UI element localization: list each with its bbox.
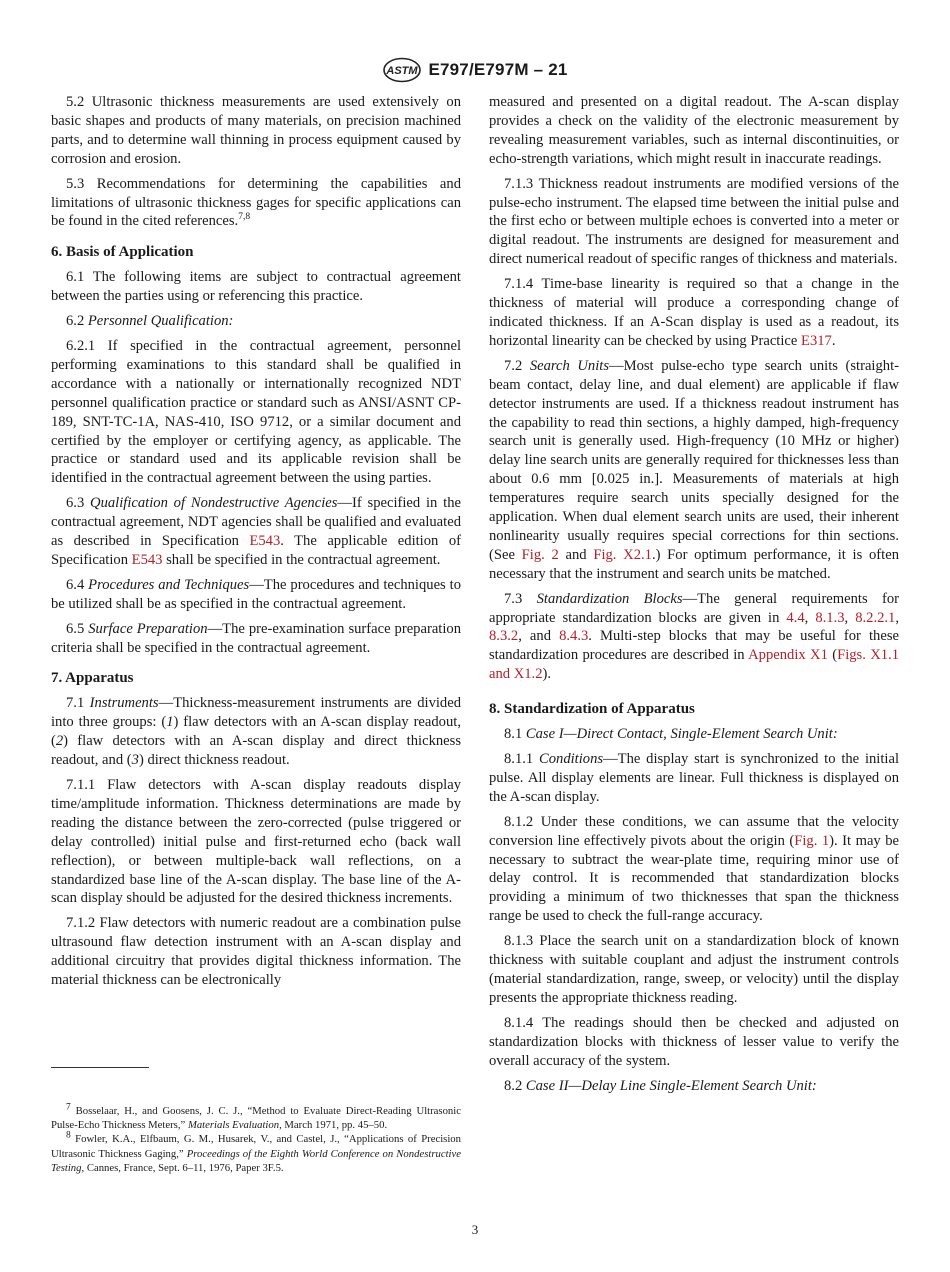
para-8-1-1: 8.1.1 Conditions—The display start is synchronized to the initial pulse. All display elements are linear. Full thickness is displayed on the A-scan display. bbox=[489, 751, 900, 805]
para-6-2-1: 6.2.1 If specified in the contractual agreement, personnel performing examinations to this standard shall be qualified in accordance with a nationally or internationally recognized NDT personnel qualification practice or standard such as ANSI/ASNT CP-189, SNT-TC-1A, NAS-410, ISO 9712, or a similar document and certified by the employer or certifying agency, as applicable. The practice or standard used and its applicable revision shall be identified in the contractual agreement between the using parties. bbox=[51, 337, 461, 487]
para-7-1-1: 7.1.1 Flaw detectors with A-scan display readouts display time/amplitude information. Thickness determinations are made by reading the distance between the zero-corrected (pulse triggered or delay controlled) initial pulse and first-returned echo (back wall reflection), or between multiple-back wall reflections, on a standardized base line of the A-scan display. The base line of the A-scan display should be adjusted for the desired thickness increments. bbox=[51, 777, 461, 907]
link-fig-2[interactable]: Fig. 2 bbox=[521, 546, 559, 563]
para-6-3: 6.3 Qualification of Nondestructive Agencies—If specified in the contractual agreement, NDT agencies shall be qualified and evaluated as described in Specification E543. The applicable edition of Specification E543 shall be specified in the contractual agreement. bbox=[51, 495, 461, 568]
link-e317[interactable]: E317 bbox=[801, 332, 832, 349]
page-header bbox=[0, 56, 950, 84]
para-7-3: 7.3 Standardization Blocks—The general requirements for appropriate standardization blocks are given in 4.4, 8.1.3, 8.2.2.1, 8.3.2, and 8.4.3. Multi-step blocks that may be useful for these standardization procedures are described in Appendix X1 (Figs. X1.1 and X1.2). bbox=[489, 590, 899, 683]
para-7-1-4: 7.1.4 Time-base linearity is required so that a change in the thickness of material will produce a corresponding change of indicated thickness. If an A-Scan display is used as a readout, its horizontal linearity can be checked by using Practice E317. bbox=[489, 276, 899, 349]
link-fig-x2-1[interactable]: Fig. X2.1 bbox=[593, 546, 652, 563]
para-8-1-4: 8.1.4 The readings should then be checked and adjusted on standardization blocks with thickness of lesser value to verify the overall accuracy of the system. bbox=[489, 1014, 899, 1069]
para-6-1: 6.1 The following items are subject to contractual agreement between the parties using or referencing this practice. bbox=[51, 269, 461, 305]
para-5-3: 5.3 Recommendations for determining the capabilities and limitations of ultrasonic thickness gages for specific applications can be found in the cited references.$^{7,8}$ bbox=[51, 175, 461, 230]
logo-text: ASTM bbox=[386, 65, 419, 77]
para-7-1-2-continued: measured and presented on a digital readout. The A-scan display provides a check on the validity of the electronic measurement by revealing measurement variables, such as internal discontinuities, or echo-strength variations, which might result in inaccurate readings. bbox=[489, 94, 899, 167]
section-8-heading: 8. Standardization of Apparatus bbox=[489, 701, 695, 718]
link-figs-x1[interactable]: Figs. X1.1 and X1.2 bbox=[489, 647, 899, 683]
link-8-3-2[interactable]: 8.3.2 bbox=[489, 628, 519, 645]
footnote-ref: 7,8 bbox=[238, 212, 251, 223]
section-7-heading: 7. Apparatus bbox=[51, 670, 134, 687]
para-8-1-3: 8.1.3 Place the search unit on a standardization block of known thickness with suitable couplant and adjust the instrument controls (material standardization, range, sweep, or velocity) until the display presents the appropriate thickness reading. bbox=[489, 933, 899, 1006]
para-6-4: 6.4 Procedures and Techniques—The procedures and techniques to be utilized shall be as specified in the contractual agreement. bbox=[51, 576, 461, 612]
para-7-1: 7.1 Instruments—Thickness-measurement instruments are divided into three groups: (1) flaw detectors with an A-scan display readout, (2) flaw detectors with an A-scan display and direct thickness readout, and (3) direct thickness readout. bbox=[51, 695, 461, 769]
link-8-2-2-1[interactable]: 8.2.2.1 bbox=[855, 609, 896, 626]
footnote-8: $^8$ Fowler, K.A., Elfbaum, G. M., Husarek, V., and Castel, J., “Applications of Precision Ultrasonic Thickness Gaging,” Proceedings of the Eighth World Conference on Nondestructive Testing, Cannes, France, Sept. 6–11, 1976, Paper 3F.5. bbox=[51, 1130, 461, 1174]
link-8-1-3[interactable]: 8.1.3 bbox=[815, 609, 845, 626]
para-8-2: 8.2 Case II—Delay Line Single-Element Search Unit: bbox=[504, 1077, 817, 1094]
footnote-7: $^7$ Bosselaar, H., and Goosens, J. C. J., “Method to Evaluate Direct-Reading Ultrasonic Pulse-Echo Thickness Meters,” Materials Evaluation, March 1971, pp. 45–50. bbox=[51, 1102, 461, 1132]
link-fig-1[interactable]: Fig. 1 bbox=[794, 832, 830, 849]
para-7-2: 7.2 Search Units—Most pulse-echo type search units (straight-beam contact, delay line, and dual element) are applicable if flaw detector instruments are used. If a thickness readout instrument has the capability to read thin sections, a highly damped, high-frequency search unit is generally used. High-frequency (10 MHz or higher) delay line search units are generally required for thicknesses less than about 0.6 mm [0.025 in.]. Measurements of materials at high temperatures require search units specially designed for the application. When dual element search units are used, their inherent nonlinearity usually requires special corrections for thin sections. (See Fig. 2 and Fig. X2.1.) For optimum performance, it is often necessary that the instrument and search units be matched. bbox=[489, 357, 899, 582]
section-6-heading: 6. Basis of Application bbox=[51, 244, 194, 261]
link-e543-2[interactable]: E543 bbox=[131, 551, 163, 568]
para-7-1-3: 7.1.3 Thickness readout instruments are modified versions of the pulse-echo instrument. The elapsed time between the initial pulse and the first echo or between multiple echoes is converted into a meter or digital readout. The instruments are designed for measurement and direct numerical readout of specific ranges of thickness and materials. bbox=[489, 175, 899, 268]
link-4-4[interactable]: 4.4 bbox=[786, 609, 805, 626]
document-id: E797/E797M – 21 bbox=[428, 60, 568, 79]
para-7-1-2: 7.1.2 Flaw detectors with numeric readout are a combination pulse ultrasound flaw detection instrument with an A-scan display and additional circuitry that provides digital thickness information. The material thickness can be electronically bbox=[51, 915, 461, 989]
para-8-1-2: 8.1.2 Under these conditions, we can assume that the velocity conversion line effectively pivots about the origin (Fig. 1). It may be necessary to subtract the wear-plate time, requiring minor use of delay control. It is recommended that standardization blocks providing a minimum of two thicknesses that span the thickness range be used to check the full-range accuracy. bbox=[489, 813, 899, 925]
footnotes bbox=[51, 1104, 461, 1175]
left-column bbox=[51, 93, 461, 996]
footnote-divider bbox=[51, 1067, 149, 1068]
para-6-5: 6.5 Surface Preparation—The pre-examination surface preparation criteria shall be specified in the contractual agreement. bbox=[51, 620, 461, 656]
link-appendix-x1[interactable]: Appendix X1 bbox=[748, 647, 828, 664]
page-number: 3 bbox=[471, 1222, 479, 1237]
link-8-4-3[interactable]: 8.4.3 bbox=[559, 628, 589, 645]
astm-logo-icon bbox=[382, 57, 422, 83]
para-6-2: 6.2 Personnel Qualification: bbox=[66, 313, 234, 330]
link-e543[interactable]: E543 bbox=[249, 533, 281, 550]
para-8-1: 8.1 Case I—Direct Contact, Single-Element Search Unit: bbox=[504, 726, 838, 743]
para-5-2: 5.2 Ultrasonic thickness measurements are used extensively on basic shapes and products of many materials, on precision machined parts, and to determine wall thinning in process equipment caused by corrosion and erosion. bbox=[51, 94, 461, 167]
right-column bbox=[489, 93, 899, 1101]
